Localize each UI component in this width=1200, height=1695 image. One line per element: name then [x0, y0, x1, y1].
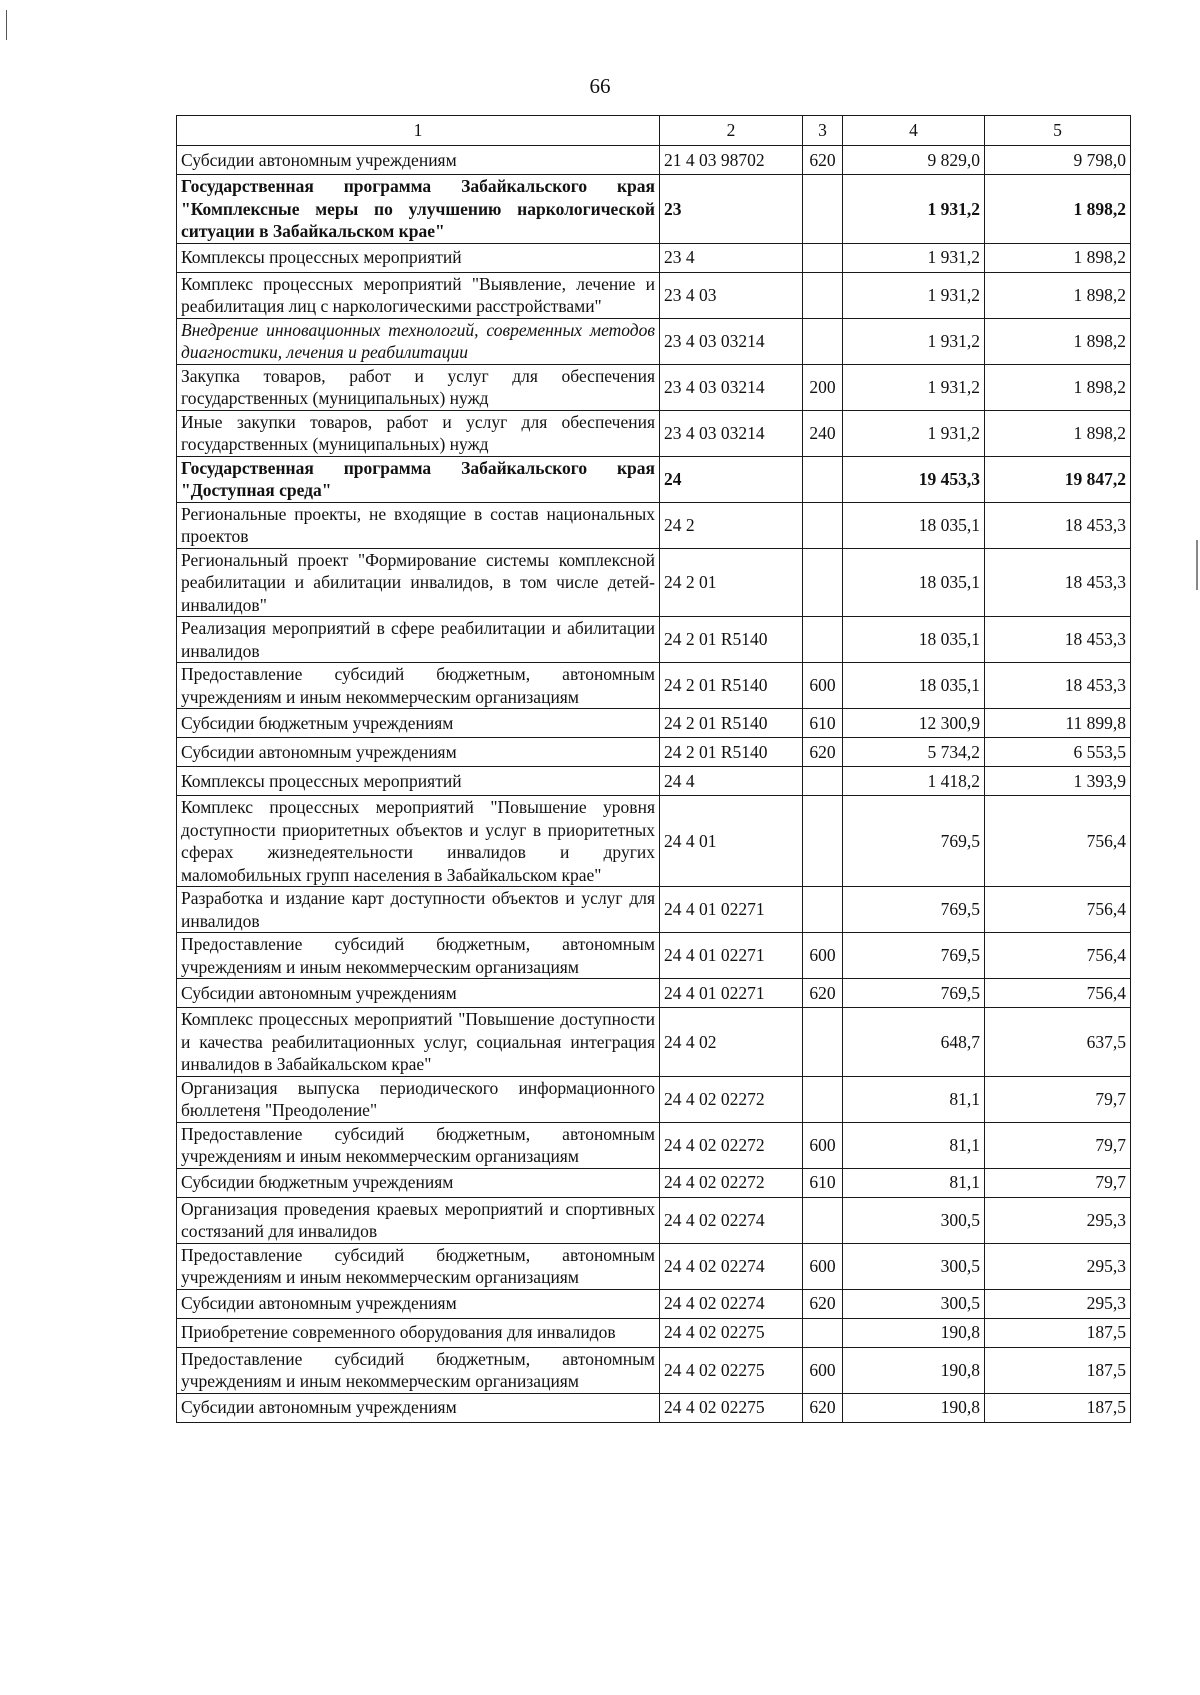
- row-value-year2-cell: 1 393,9: [985, 767, 1131, 796]
- row-type-cell: [803, 318, 843, 364]
- row-name-cell: Субсидии автономным учреждениям: [177, 979, 660, 1008]
- row-value-year1-cell: 9 829,0: [843, 146, 985, 175]
- table-row: [177, 1393, 1131, 1422]
- row-value-year1-cell: 769,5: [843, 887, 985, 933]
- table-row: [177, 933, 1131, 979]
- row-name-cell: Предоставление субсидий бюджетным, автономным учреждениям и иным некоммерческим организациям: [177, 933, 660, 979]
- row-name-cell: Субсидии бюджетным учреждениям: [177, 709, 660, 738]
- header-col-1: 1: [177, 116, 660, 146]
- table-row: [177, 617, 1131, 663]
- row-value-year1-cell: 190,8: [843, 1393, 985, 1422]
- row-value-year1-cell: 1 931,2: [843, 175, 985, 244]
- row-name-cell: Государственная программа Забайкальского края "Комплексные меры по улучшению наркологической ситуации в Забайкальском крае": [177, 175, 660, 244]
- row-value-year2-cell: 1 898,2: [985, 175, 1131, 244]
- row-value-year1-cell: 1 931,2: [843, 243, 985, 272]
- row-name-cell: Субсидии бюджетным учреждениям: [177, 1168, 660, 1197]
- table-row: [177, 364, 1131, 410]
- header-col-2: 2: [660, 116, 803, 146]
- row-type-cell: [803, 456, 843, 502]
- row-name-cell: Предоставление субсидий бюджетным, автономным учреждениям и иным некоммерческим организациям: [177, 1122, 660, 1168]
- row-name-cell: Предоставление субсидий бюджетным, автономным учреждениям и иным некоммерческим организациям: [177, 1243, 660, 1289]
- table-row: [177, 410, 1131, 456]
- scan-edge-line: [1196, 540, 1198, 590]
- row-name-cell: Комплекс процессных мероприятий "Выявление, лечение и реабилитация лиц с наркологическими расстройствами": [177, 272, 660, 318]
- header-col-5: 5: [985, 116, 1131, 146]
- row-code-cell: 24: [660, 456, 803, 502]
- header-col-3: 3: [803, 116, 843, 146]
- row-value-year1-cell: 18 035,1: [843, 548, 985, 617]
- table-row: [177, 1168, 1131, 1197]
- row-value-year2-cell: 187,5: [985, 1393, 1131, 1422]
- row-type-cell: [803, 1197, 843, 1243]
- row-value-year2-cell: 1 898,2: [985, 243, 1131, 272]
- scan-margin-mark: [6, 10, 7, 40]
- row-value-year1-cell: 190,8: [843, 1347, 985, 1393]
- row-type-cell: 610: [803, 709, 843, 738]
- table-row: [177, 243, 1131, 272]
- row-code-cell: 24 2 01 R5140: [660, 617, 803, 663]
- row-value-year2-cell: 18 453,3: [985, 548, 1131, 617]
- table-row: [177, 1318, 1131, 1347]
- table-row: [177, 1076, 1131, 1122]
- row-name-cell: Реализация мероприятий в сфере реабилитации и абилитации инвалидов: [177, 617, 660, 663]
- row-value-year1-cell: 648,7: [843, 1008, 985, 1077]
- row-code-cell: 24 2 01 R5140: [660, 663, 803, 709]
- row-name-cell: Разработка и издание карт доступности объектов и услуг для инвалидов: [177, 887, 660, 933]
- table-row: [177, 1197, 1131, 1243]
- row-type-cell: 600: [803, 1347, 843, 1393]
- row-value-year2-cell: 1 898,2: [985, 410, 1131, 456]
- row-type-cell: 620: [803, 1289, 843, 1318]
- row-value-year2-cell: 19 847,2: [985, 456, 1131, 502]
- table-row: [177, 887, 1131, 933]
- table-row: [177, 1008, 1131, 1077]
- row-value-year1-cell: 300,5: [843, 1289, 985, 1318]
- row-value-year2-cell: 18 453,3: [985, 502, 1131, 548]
- row-name-cell: Организация проведения краевых мероприятий и спортивных состязаний для инвалидов: [177, 1197, 660, 1243]
- row-code-cell: 24 4 02 02272: [660, 1168, 803, 1197]
- row-type-cell: 240: [803, 410, 843, 456]
- row-value-year1-cell: 300,5: [843, 1197, 985, 1243]
- row-code-cell: 24 2: [660, 502, 803, 548]
- row-type-cell: [803, 175, 843, 244]
- row-type-cell: [803, 617, 843, 663]
- row-type-cell: 600: [803, 1243, 843, 1289]
- row-value-year1-cell: 12 300,9: [843, 709, 985, 738]
- row-name-cell: Предоставление субсидий бюджетным, автономным учреждениям и иным некоммерческим организациям: [177, 663, 660, 709]
- row-name-cell: Региональные проекты, не входящие в состав национальных проектов: [177, 502, 660, 548]
- row-value-year1-cell: 18 035,1: [843, 663, 985, 709]
- row-type-cell: [803, 1076, 843, 1122]
- page-number: 66: [589, 74, 611, 98]
- row-code-cell: 24 4 02: [660, 1008, 803, 1077]
- table-header: [177, 116, 1131, 146]
- row-value-year2-cell: 756,4: [985, 933, 1131, 979]
- row-name-cell: Субсидии автономным учреждениям: [177, 738, 660, 767]
- row-value-year1-cell: 5 734,2: [843, 738, 985, 767]
- row-code-cell: 23: [660, 175, 803, 244]
- row-code-cell: 24 4 02 02274: [660, 1197, 803, 1243]
- row-type-cell: 620: [803, 979, 843, 1008]
- row-value-year2-cell: 295,3: [985, 1289, 1131, 1318]
- row-name-cell: Закупка товаров, работ и услуг для обеспечения государственных (муниципальных) нужд: [177, 364, 660, 410]
- table-row: [177, 146, 1131, 175]
- row-code-cell: 23 4 03 03214: [660, 364, 803, 410]
- row-name-cell: Комплексы процессных мероприятий: [177, 767, 660, 796]
- table-row: [177, 1289, 1131, 1318]
- row-code-cell: 24 4 02 02275: [660, 1318, 803, 1347]
- row-value-year2-cell: 756,4: [985, 979, 1131, 1008]
- row-code-cell: 24 4 02 02275: [660, 1393, 803, 1422]
- row-name-cell: Субсидии автономным учреждениям: [177, 1289, 660, 1318]
- row-name-cell: Приобретение современного оборудования для инвалидов: [177, 1318, 660, 1347]
- row-type-cell: [803, 243, 843, 272]
- row-value-year1-cell: 19 453,3: [843, 456, 985, 502]
- row-code-cell: 21 4 03 98702: [660, 146, 803, 175]
- row-type-cell: 610: [803, 1168, 843, 1197]
- row-type-cell: [803, 767, 843, 796]
- row-value-year2-cell: 295,3: [985, 1243, 1131, 1289]
- row-code-cell: 24 4 01 02271: [660, 933, 803, 979]
- row-value-year1-cell: 190,8: [843, 1318, 985, 1347]
- table-row: [177, 272, 1131, 318]
- row-value-year2-cell: 18 453,3: [985, 663, 1131, 709]
- row-code-cell: 24 2 01 R5140: [660, 738, 803, 767]
- table-row: [177, 1243, 1131, 1289]
- row-value-year1-cell: 81,1: [843, 1076, 985, 1122]
- row-name-cell: Субсидии автономным учреждениям: [177, 146, 660, 175]
- row-type-cell: [803, 548, 843, 617]
- row-type-cell: [803, 1008, 843, 1077]
- table-row: [177, 738, 1131, 767]
- table-row: [177, 548, 1131, 617]
- row-code-cell: 24 4 02 02272: [660, 1122, 803, 1168]
- row-value-year2-cell: 79,7: [985, 1076, 1131, 1122]
- table-row: [177, 796, 1131, 887]
- row-name-cell: Комплексы процессных мероприятий: [177, 243, 660, 272]
- row-type-cell: [803, 502, 843, 548]
- row-code-cell: 23 4 03 03214: [660, 318, 803, 364]
- row-value-year2-cell: 11 899,8: [985, 709, 1131, 738]
- row-value-year2-cell: 18 453,3: [985, 617, 1131, 663]
- row-value-year2-cell: 756,4: [985, 887, 1131, 933]
- row-code-cell: 24 4 01 02271: [660, 979, 803, 1008]
- row-type-cell: [803, 1318, 843, 1347]
- row-value-year2-cell: 295,3: [985, 1197, 1131, 1243]
- row-name-cell: Организация выпуска периодического информационного бюллетеня "Преодоление": [177, 1076, 660, 1122]
- row-code-cell: 24 4 02 02272: [660, 1076, 803, 1122]
- row-type-cell: 620: [803, 738, 843, 767]
- row-value-year2-cell: 1 898,2: [985, 272, 1131, 318]
- row-name-cell: Предоставление субсидий бюджетным, автономным учреждениям и иным некоммерческим организациям: [177, 1347, 660, 1393]
- row-type-cell: 600: [803, 663, 843, 709]
- row-name-cell: Государственная программа Забайкальского края "Доступная среда": [177, 456, 660, 502]
- row-value-year2-cell: 637,5: [985, 1008, 1131, 1077]
- row-type-cell: 620: [803, 146, 843, 175]
- row-code-cell: 23 4 03: [660, 272, 803, 318]
- row-code-cell: 23 4 03 03214: [660, 410, 803, 456]
- table-row: [177, 318, 1131, 364]
- row-value-year1-cell: 1 931,2: [843, 364, 985, 410]
- row-value-year1-cell: 769,5: [843, 979, 985, 1008]
- row-name-cell: Комплекс процессных мероприятий "Повышение уровня доступности приоритетных объектов и услуг в приоритетных сферах жизнедеятельности инвалидов и других маломобильных групп населения в Забайкальском крае": [177, 796, 660, 887]
- row-name-cell: Иные закупки товаров, работ и услуг для обеспечения государственных (муниципальных) нужд: [177, 410, 660, 456]
- row-code-cell: 24 4 02 02274: [660, 1243, 803, 1289]
- row-code-cell: 24 2 01: [660, 548, 803, 617]
- row-value-year2-cell: 79,7: [985, 1168, 1131, 1197]
- row-name-cell: Внедрение инновационных технологий, современных методов диагностики, лечения и реабилитации: [177, 318, 660, 364]
- row-value-year2-cell: 9 798,0: [985, 146, 1131, 175]
- table-row: [177, 663, 1131, 709]
- row-value-year1-cell: 18 035,1: [843, 617, 985, 663]
- header-col-4: 4: [843, 116, 985, 146]
- row-value-year1-cell: 1 418,2: [843, 767, 985, 796]
- row-value-year1-cell: 1 931,2: [843, 318, 985, 364]
- table-row: [177, 1347, 1131, 1393]
- table-row: [177, 1122, 1131, 1168]
- row-value-year2-cell: 187,5: [985, 1318, 1131, 1347]
- row-type-cell: [803, 887, 843, 933]
- row-type-cell: [803, 796, 843, 887]
- table-row: [177, 979, 1131, 1008]
- header-row: [177, 116, 1131, 146]
- row-code-cell: 23 4: [660, 243, 803, 272]
- row-code-cell: 24 4 01 02271: [660, 887, 803, 933]
- row-type-cell: [803, 272, 843, 318]
- row-value-year1-cell: 1 931,2: [843, 272, 985, 318]
- row-name-cell: Региональный проект "Формирование системы комплексной реабилитации и абилитации инвалидов, в том числе детей-инвалидов": [177, 548, 660, 617]
- row-value-year2-cell: 79,7: [985, 1122, 1131, 1168]
- row-code-cell: 24 2 01 R5140: [660, 709, 803, 738]
- row-value-year2-cell: 1 898,2: [985, 364, 1131, 410]
- row-value-year1-cell: 300,5: [843, 1243, 985, 1289]
- budget-table: [176, 115, 1131, 1423]
- table-row: [177, 175, 1131, 244]
- row-value-year2-cell: 6 553,5: [985, 738, 1131, 767]
- row-value-year1-cell: 18 035,1: [843, 502, 985, 548]
- table-body: [177, 146, 1131, 1423]
- row-value-year2-cell: 1 898,2: [985, 318, 1131, 364]
- row-value-year1-cell: 769,5: [843, 796, 985, 887]
- table-row: [177, 456, 1131, 502]
- table-row: [177, 709, 1131, 738]
- row-type-cell: 200: [803, 364, 843, 410]
- table-row: [177, 767, 1131, 796]
- row-code-cell: 24 4 01: [660, 796, 803, 887]
- row-code-cell: 24 4 02 02275: [660, 1347, 803, 1393]
- row-value-year1-cell: 81,1: [843, 1168, 985, 1197]
- row-value-year2-cell: 756,4: [985, 796, 1131, 887]
- table-row: [177, 502, 1131, 548]
- row-code-cell: 24 4 02 02274: [660, 1289, 803, 1318]
- row-value-year1-cell: 1 931,2: [843, 410, 985, 456]
- row-name-cell: Субсидии автономным учреждениям: [177, 1393, 660, 1422]
- row-value-year2-cell: 187,5: [985, 1347, 1131, 1393]
- row-value-year1-cell: 81,1: [843, 1122, 985, 1168]
- row-type-cell: 600: [803, 933, 843, 979]
- row-type-cell: 600: [803, 1122, 843, 1168]
- row-name-cell: Комплекс процессных мероприятий "Повышение доступности и качества реабилитационных услуг, социальная интеграция инвалидов в Забайкальском крае": [177, 1008, 660, 1077]
- row-code-cell: 24 4: [660, 767, 803, 796]
- row-type-cell: 620: [803, 1393, 843, 1422]
- row-value-year1-cell: 769,5: [843, 933, 985, 979]
